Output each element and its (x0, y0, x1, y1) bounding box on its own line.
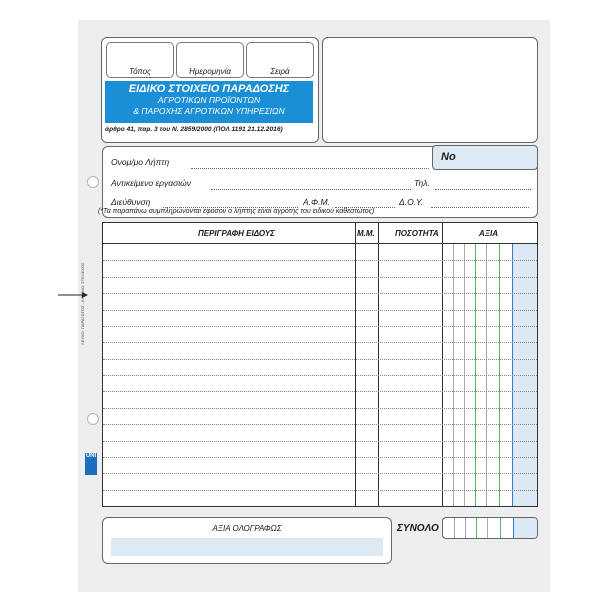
col-divider-unit (355, 223, 356, 506)
total-field[interactable] (442, 517, 538, 539)
series-label: Σειρά (270, 67, 290, 76)
header-unit: Μ.Μ. (357, 229, 375, 238)
title-line-2: ΑΓΡΟΤΙΚΩΝ ΠΡΟΪΟΝΤΩΝ (157, 95, 261, 105)
header-divider (103, 243, 537, 244)
table-row[interactable] (103, 260, 537, 261)
punch-hole-top (87, 176, 99, 188)
recipient-name-label: Ονομ/μο Λήπτη (111, 157, 170, 167)
table-row[interactable] (103, 310, 537, 311)
table-row[interactable] (103, 359, 537, 360)
tax-office-label: Δ.Ο.Υ. (399, 197, 424, 207)
recipient-note: (*Τα παραπάνω συμπληρώνονται εφόσον ο λήπτης είναι αγρότης του ειδικού καθεστώτος) (98, 208, 375, 215)
legal-reference: άρθρο 41, παρ. 3 του Ν. 2859/2000 (ΠΟΛ 1191 21.12.2016) (105, 126, 283, 133)
amount-in-words-field[interactable] (111, 538, 383, 556)
table-row[interactable] (103, 293, 537, 294)
table-row[interactable] (103, 326, 537, 327)
date-field[interactable] (176, 42, 244, 78)
header-description: ΠΕΡΙΓΡΑΦΗ ΕΙΔΟΥΣ (198, 229, 275, 238)
amount-in-words-box (102, 517, 392, 564)
document-number-field[interactable] (432, 145, 538, 170)
table-row[interactable] (103, 375, 537, 376)
table-row[interactable] (103, 457, 537, 458)
table-row[interactable] (103, 441, 537, 442)
issuer-stamp-box[interactable] (322, 37, 538, 143)
work-object-line[interactable] (211, 189, 411, 190)
table-row[interactable] (103, 408, 537, 409)
series-field[interactable] (246, 42, 314, 78)
work-object-label: Αντικείμενο εργασιών (111, 178, 192, 188)
table-row[interactable] (103, 277, 537, 278)
header-quantity: ΠΟΣΟΤΗΤΑ (395, 229, 439, 238)
table-row[interactable] (103, 342, 537, 343)
punch-hole-bottom (87, 413, 99, 425)
table-row[interactable] (103, 424, 537, 425)
col-divider-value (442, 223, 443, 506)
recipient-name-line[interactable] (191, 168, 429, 169)
date-label: Ημερομηνία (189, 67, 231, 76)
amount-in-words-label: ΑΞΙΑ ΟΛΟΓΡΑΦΩΣ (212, 524, 282, 533)
col-divider-quantity (378, 223, 379, 506)
address-label: Διεύθυνση (111, 197, 151, 207)
tax-office-line[interactable] (431, 207, 529, 208)
items-table (102, 222, 538, 507)
header-info-box (101, 37, 319, 143)
place-field[interactable] (106, 42, 174, 78)
total-label: ΣΥΝΟΛΟ (397, 523, 439, 534)
vat-label: Α.Φ.Μ. (303, 197, 330, 207)
title-line-3: & ΠΑΡΟΧΗΣ ΑΓΡΟΤΙΚΩΝ ΥΠΗΡΕΣΙΩΝ (133, 106, 285, 116)
place-label: Τόπος (128, 67, 152, 76)
title-line-1: ΕΙΔΙΚΟ ΣΤΟΙΧΕΙΟ ΠΑΡΑΔΟΣΗΣ (128, 83, 290, 95)
copy-color-legend: ΛΕΥΚΟ: ΠΑΡΑΓΩΓΟΣ - ΚΙΤΡΙΝΟ: ΣΤΕΛΕΧΟΣ (80, 262, 85, 345)
document-title (105, 81, 313, 123)
uni-logo: UNI (85, 453, 97, 475)
number-label: Νο (441, 151, 456, 163)
header-value: ΑΞΙΑ (479, 229, 499, 238)
table-row[interactable] (103, 473, 537, 474)
table-row[interactable] (103, 490, 537, 491)
phone-line[interactable] (435, 189, 531, 190)
table-row[interactable] (103, 391, 537, 392)
phone-label: Τηλ. (414, 178, 430, 188)
